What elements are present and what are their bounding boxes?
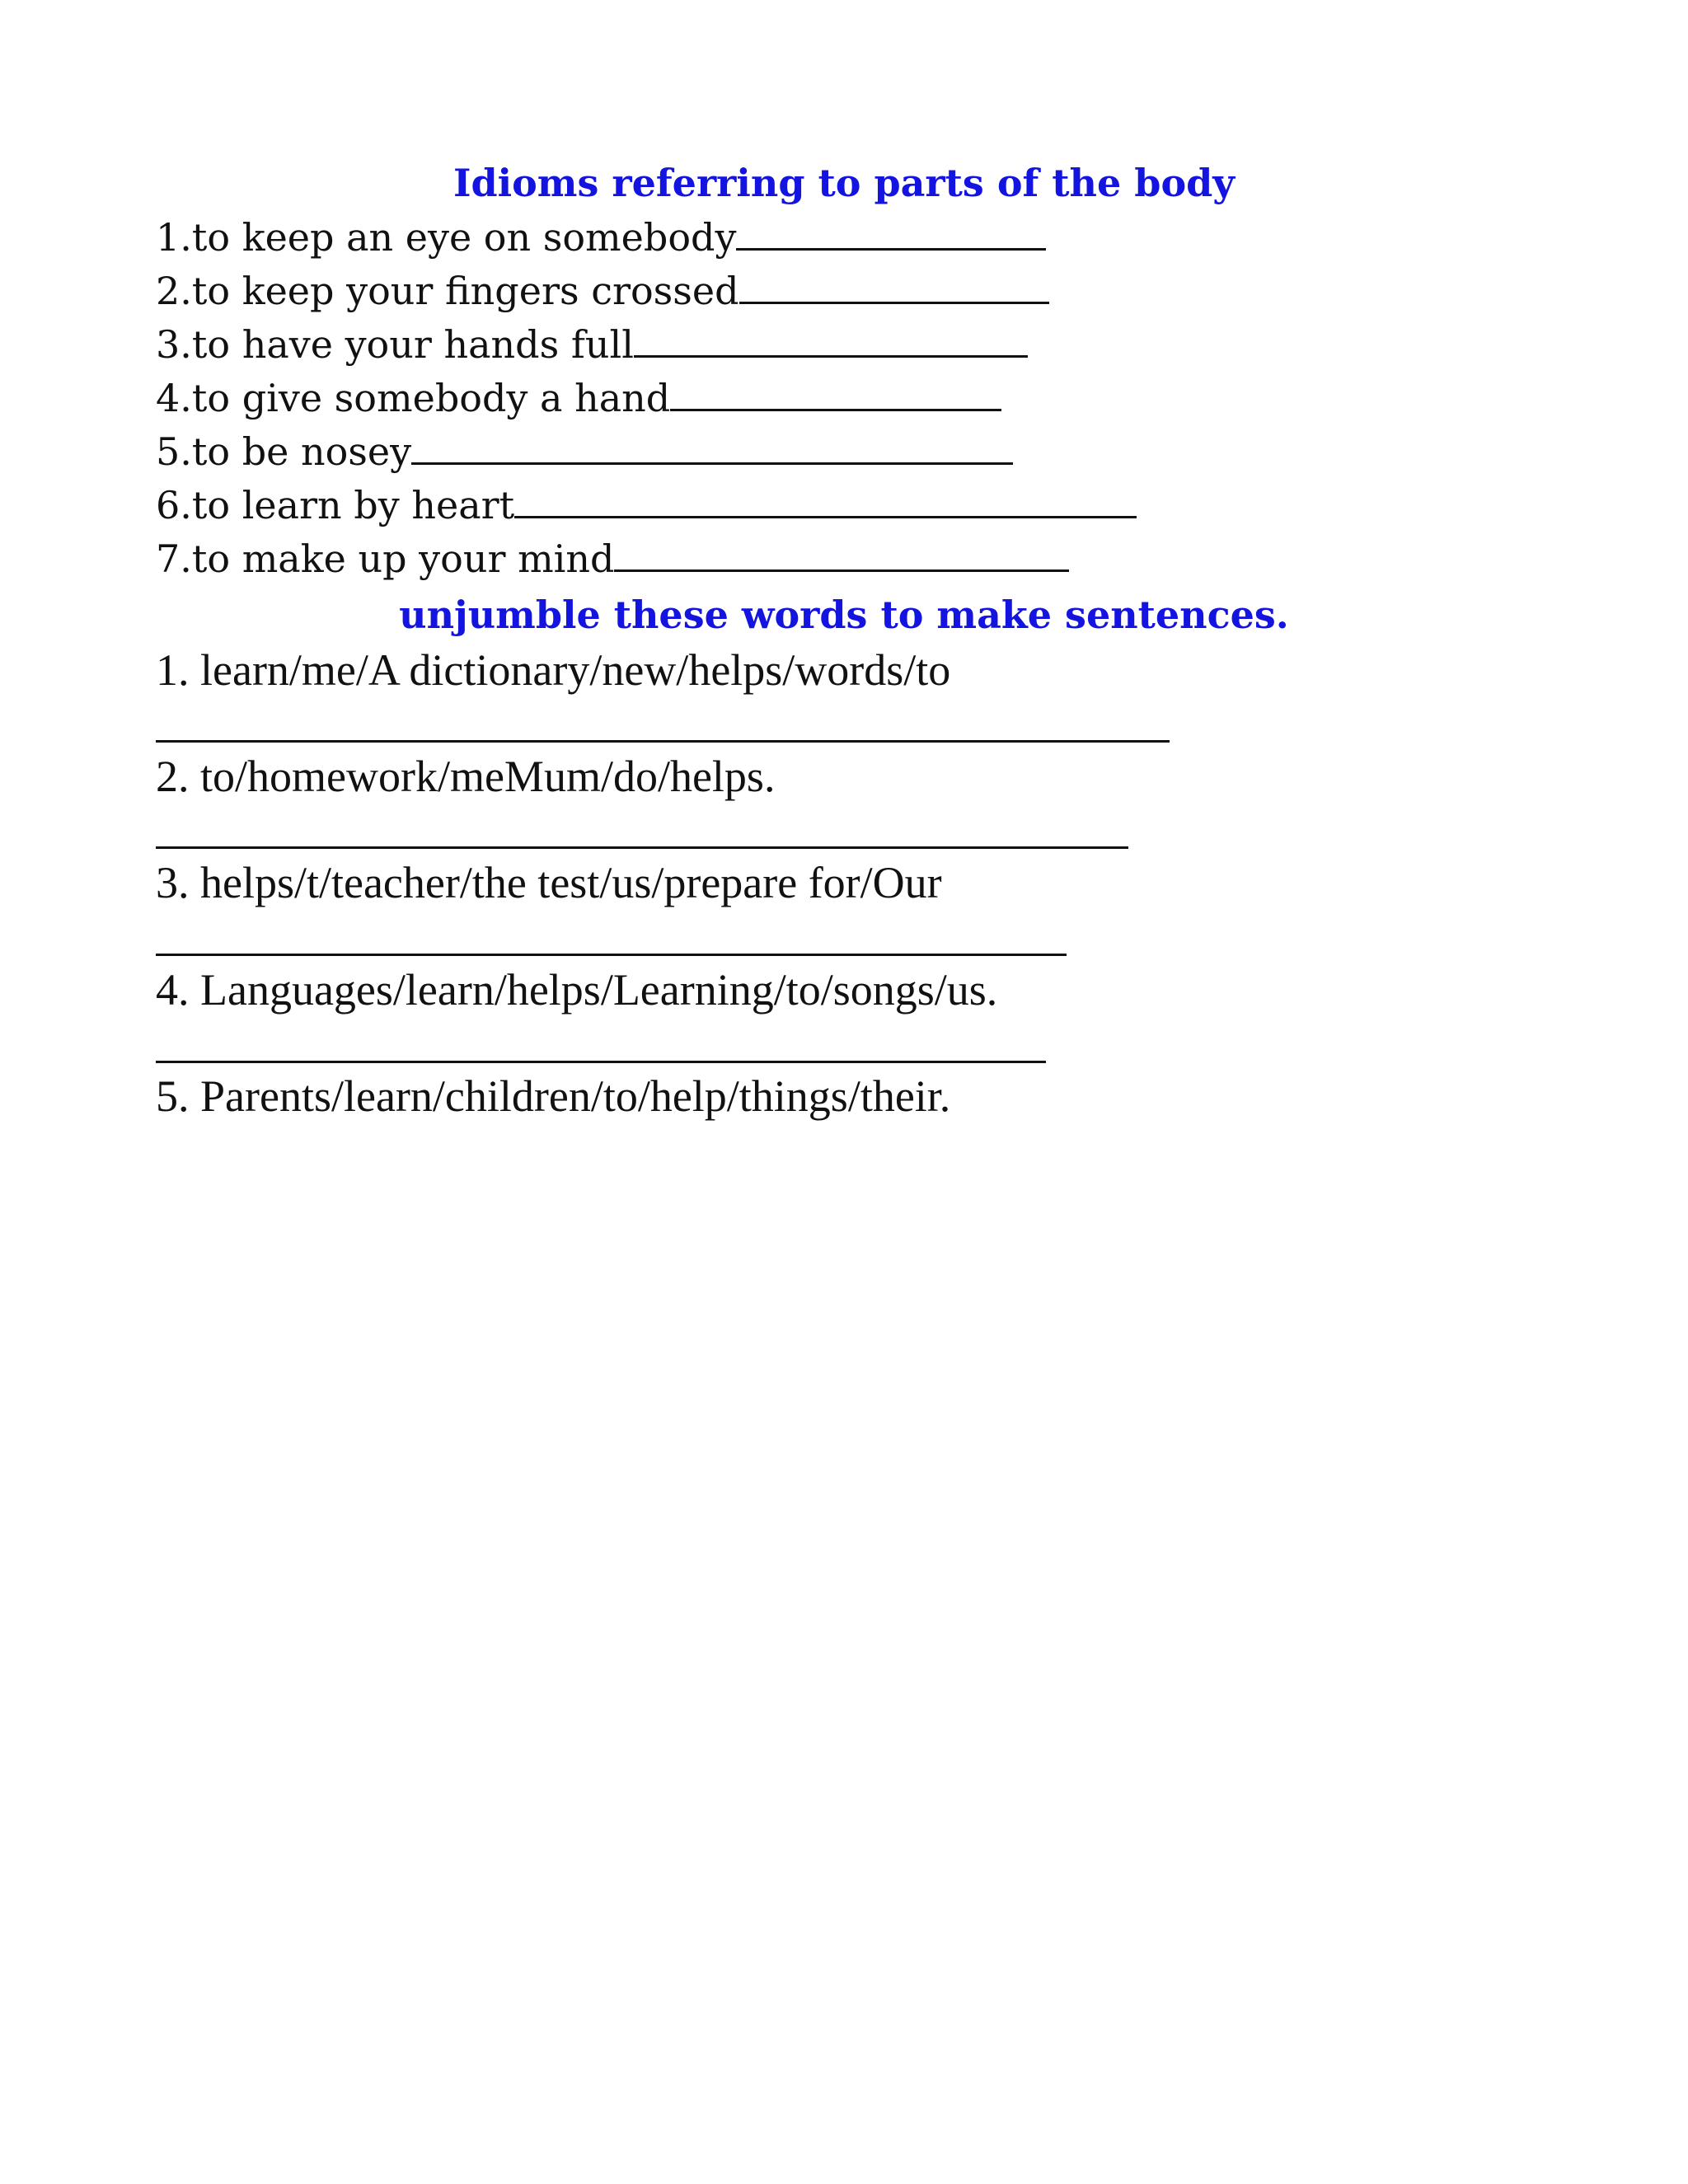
answer-blank[interactable]: [614, 537, 1069, 572]
answer-line[interactable]: [156, 1061, 1046, 1063]
answer-line[interactable]: [156, 846, 1128, 849]
idiom-item: [156, 320, 1028, 369]
idiom-item: [156, 266, 1049, 316]
idioms-heading: Idioms referring to parts of the body: [452, 161, 1236, 205]
answer-line[interactable]: [156, 954, 1067, 956]
idiom-item: [156, 213, 1046, 262]
answer-blank[interactable]: [634, 322, 1028, 358]
sentence-item: 5. Parents/learn/children/to/help/things/their.: [156, 1071, 951, 1121]
answer-blank[interactable]: [736, 215, 1046, 251]
idiom-item: [156, 427, 1013, 476]
idiom-text: 2.to keep your fingers crossed: [156, 269, 739, 313]
idiom-item: [156, 480, 1137, 530]
idiom-text: 1.to keep an eye on somebody: [156, 215, 737, 260]
idiom-item: [156, 534, 1069, 583]
idiom-text: 6.to learn by heart: [156, 483, 515, 527]
answer-line[interactable]: [156, 740, 1170, 743]
idiom-text: 5.to be nosey: [156, 429, 412, 474]
idiom-text: 4.to give somebody a hand: [156, 376, 671, 420]
answer-blank[interactable]: [411, 429, 1013, 465]
sentence-item: 1. learn/me/A dictionary/new/helps/words/to: [156, 645, 951, 695]
sentence-item: 4. Languages/learn/helps/Learning/to/songs/us.: [156, 965, 998, 1015]
answer-blank[interactable]: [514, 483, 1137, 518]
sentence-item: 3. helps/t/teacher/the test/us/prepare for/Our: [156, 858, 942, 907]
idiom-text: 7.to make up your mind: [156, 537, 615, 581]
answer-blank[interactable]: [670, 376, 1001, 411]
unjumble-heading: unjumble these words to make sentences.: [399, 593, 1289, 637]
answer-blank[interactable]: [739, 269, 1049, 304]
idiom-text: 3.to have your hands full: [156, 322, 634, 367]
idiom-item: [156, 373, 1001, 423]
sentence-item: 2. to/homework/meMum/do/helps.: [156, 752, 776, 801]
